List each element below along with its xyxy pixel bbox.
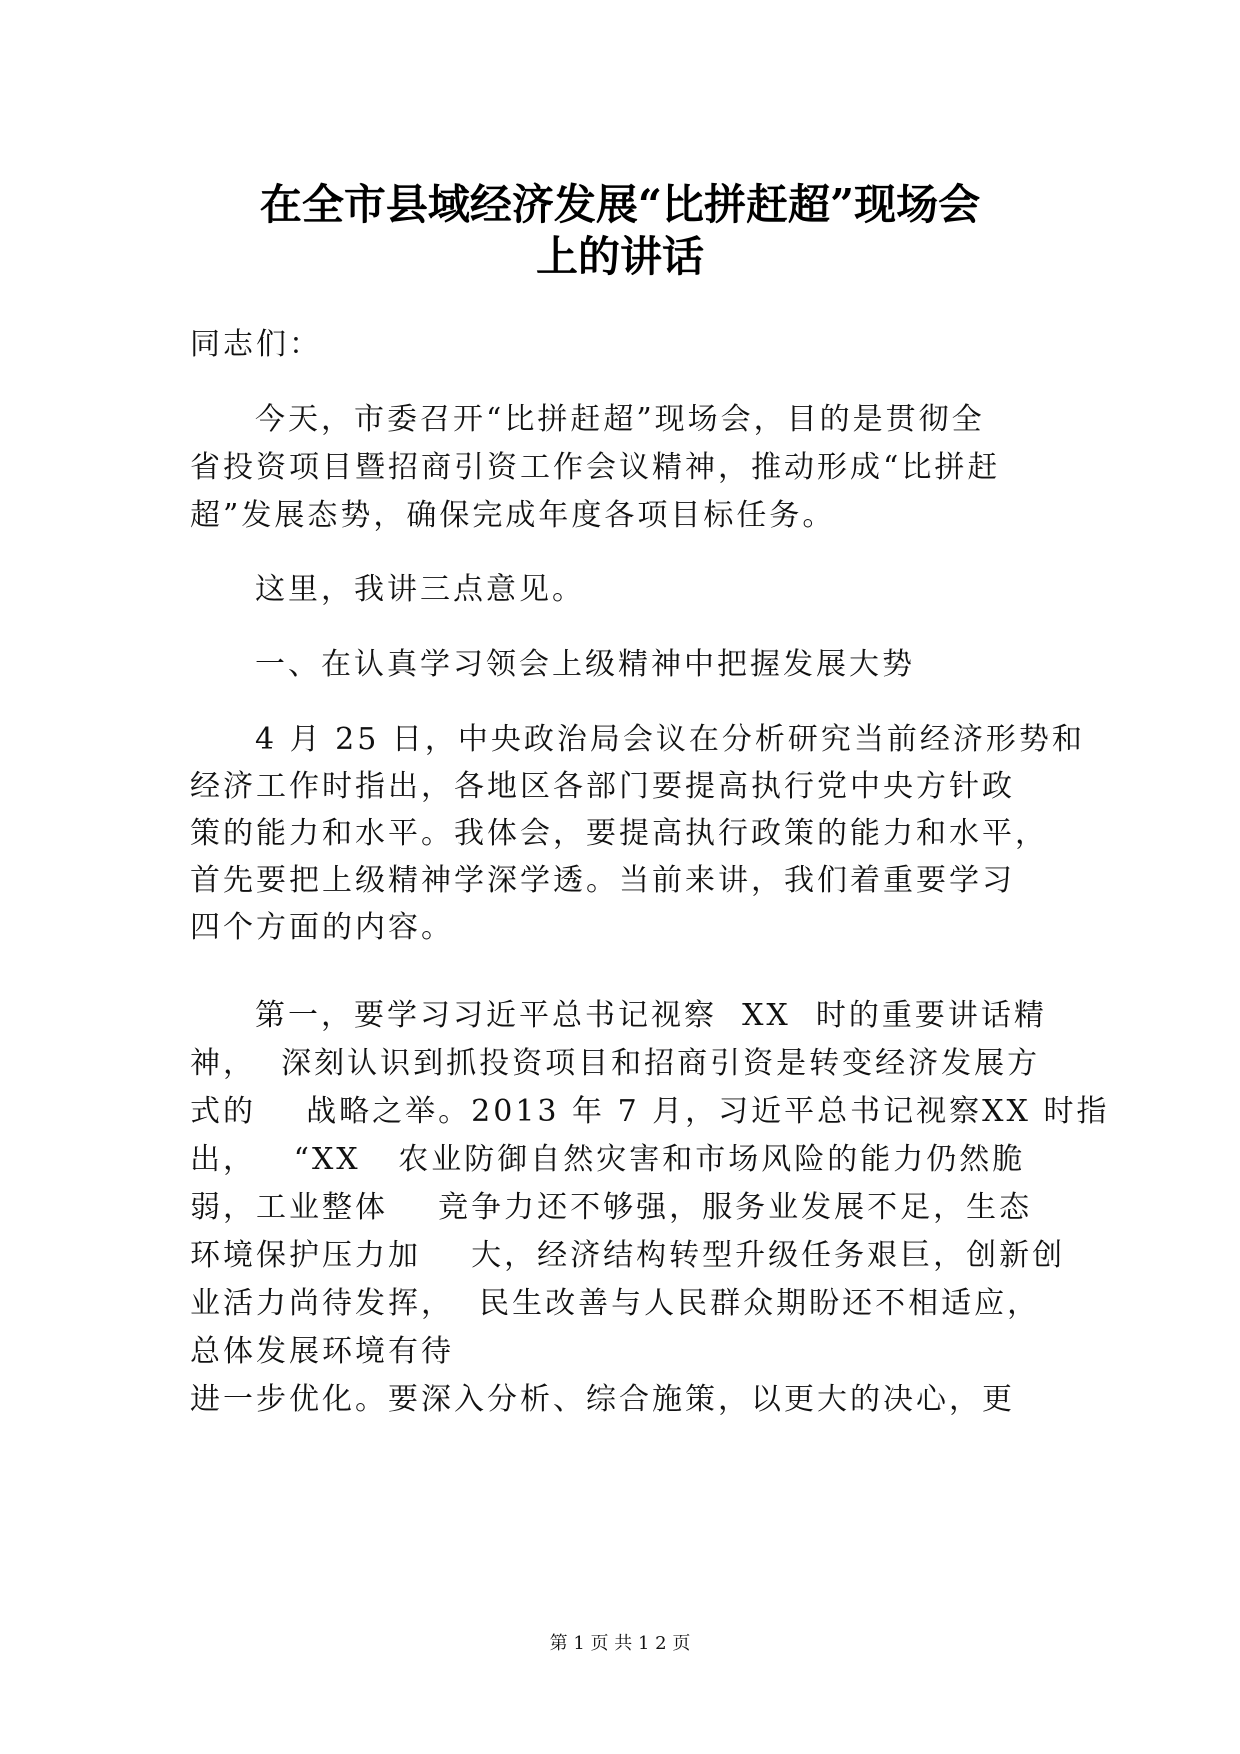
paragraph-5-line-3: 式的 战略之举。2013 年 7 月，习近平总书记视察XX 时指 bbox=[190, 1094, 1110, 1129]
paragraph-5-line-8: 总体发展环境有待 bbox=[190, 1334, 454, 1369]
section-heading-1: 一、在认真学习领会上级精神中把握发展大势 bbox=[255, 647, 915, 682]
paragraph-5-line-4: 出， “XX 农业防御自然灾害和市场风险的能力仍然脆 bbox=[190, 1142, 1026, 1177]
paragraph-1-line-3: 超”发展态势，确保完成年度各项目标任务。 bbox=[190, 498, 836, 533]
document-title-line-2: 上的讲话 bbox=[535, 232, 704, 281]
paragraph-2-line-1: 这里，我讲三点意见。 bbox=[255, 572, 585, 607]
paragraph-5-line-7: 业活力尚待发挥， 民生改善与人民群众期盼还不相适应， bbox=[190, 1286, 1041, 1321]
paragraph-4-line-2: 经济工作时指出，各地区各部门要提高执行党中央方针政 bbox=[190, 769, 1015, 804]
paragraph-4-line-1: 4 月 25 日，中央政治局会议在分析研究当前经济形势和 bbox=[255, 722, 1085, 757]
paragraph-4-line-3: 策的能力和水平。我体会，要提高执行政策的能力和水平， bbox=[190, 816, 1048, 851]
paragraph-5-line-6: 环境保护压力加 大，经济结构转型升级任务艰巨，创新创 bbox=[190, 1238, 1066, 1273]
paragraph-5-line-2: 神， 深刻认识到抓投资项目和招商引资是转变经济发展方 bbox=[190, 1046, 1041, 1081]
paragraph-5-line-1: 第一，要学习习近平总书记视察 XX 时的重要讲话精 bbox=[255, 998, 1047, 1033]
paragraph-4-line-4: 首先要把上级精神学深学透。当前来讲，我们着重要学习 bbox=[190, 863, 1015, 898]
document-title-line-1: 在全市县域经济发展“比拼赶超”现场会 bbox=[259, 180, 981, 229]
paragraph-5-line-5: 弱，工业整体 竞争力还不够强，服务业发展不足，生态 bbox=[190, 1190, 1033, 1225]
paragraph-1-line-2: 省投资项目暨招商引资工作会议精神，推动形成“比拼赶 bbox=[190, 450, 1001, 485]
salutation: 同志们： bbox=[190, 327, 322, 362]
paragraph-5-line-9: 进一步优化。要深入分析、综合施策，以更大的决心，更 bbox=[190, 1382, 1015, 1417]
paragraph-1-line-1: 今天，市委召开“比拼赶超”现场会，目的是贯彻全 bbox=[255, 402, 985, 437]
paragraph-4-line-5: 四个方面的内容。 bbox=[190, 910, 454, 945]
page-footer: 第 1 页 共 1 2 页 bbox=[549, 1633, 691, 1654]
